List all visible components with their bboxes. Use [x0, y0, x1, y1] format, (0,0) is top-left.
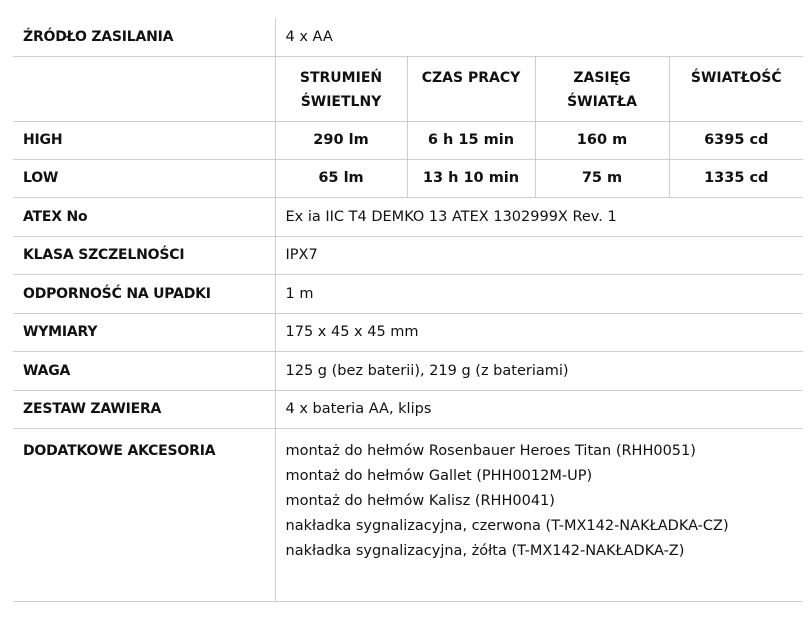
row-label: ZESTAW ZAWIERA: [13, 390, 275, 428]
row-kit-contents: [13, 390, 803, 428]
row-atex: [13, 197, 803, 236]
header-luminous-intensity: ŚWIATŁOŚĆ: [669, 56, 803, 121]
row-ip-rating: [13, 236, 803, 274]
row-dimensions: [13, 313, 803, 351]
row-label: DODATKOWE AKCESORIA: [13, 428, 275, 601]
row-drop-resistance: [13, 274, 803, 313]
row-label: ATEX No: [13, 197, 275, 236]
accessory-item: montaż do hełmów Gallet (PHH0012M-UP): [285, 467, 593, 484]
row-value: 175 x 45 x 45 mm: [275, 313, 803, 351]
row-low: [13, 159, 803, 197]
spec-table-container: [13, 18, 803, 602]
low-runtime: 13 h 10 min: [407, 159, 535, 197]
accessories-list: [275, 428, 803, 601]
accessory-item: montaż do hełmów Rosenbauer Heroes Titan (RHH0051): [285, 442, 696, 459]
header-runtime: CZAS PRACY: [407, 56, 535, 121]
row-value: 4 x AA: [275, 18, 803, 56]
accessory-item: nakładka sygnalizacyjna, czerwona (T-MX142-NAKŁADKA-CZ): [285, 517, 729, 534]
row-column-headers: [13, 56, 803, 121]
row-label: ŹRÓDŁO ZASILANIA: [13, 18, 275, 56]
row-label: LOW: [13, 159, 275, 197]
low-intensity: 1335 cd: [669, 159, 803, 197]
row-value: 4 x bateria AA, klips: [275, 390, 803, 428]
row-high: [13, 121, 803, 159]
row-power-source: [13, 18, 803, 56]
row-value: Ex ia IIC T4 DEMKO 13 ATEX 1302999X Rev. 1: [275, 197, 803, 236]
low-distance: 75 m: [535, 159, 669, 197]
high-intensity: 6395 cd: [669, 121, 803, 159]
accessory-item: nakładka sygnalizacyjna, żółta (T-MX142-NAKŁADKA-Z): [285, 542, 685, 559]
row-label: WAGA: [13, 351, 275, 390]
high-flux: 290 lm: [275, 121, 407, 159]
row-label: WYMIARY: [13, 313, 275, 351]
row-label: ODPORNOŚĆ NA UPADKI: [13, 274, 275, 313]
header-beam-distance: ZASIĘG ŚWIATŁA: [535, 56, 669, 121]
accessory-item: montaż do hełmów Kalisz (RHH0041): [285, 492, 555, 509]
low-flux: 65 lm: [275, 159, 407, 197]
high-runtime: 6 h 15 min: [407, 121, 535, 159]
empty-header-cell: [13, 56, 275, 121]
row-weight: [13, 351, 803, 390]
header-luminous-flux: STRUMIEŃ ŚWIETLNY: [275, 56, 407, 121]
spec-table: [13, 18, 803, 602]
row-value: 1 m: [275, 274, 803, 313]
row-label: KLASA SZCZELNOŚCI: [13, 236, 275, 274]
row-label: HIGH: [13, 121, 275, 159]
row-value: IPX7: [275, 236, 803, 274]
row-accessories: [13, 428, 803, 601]
high-distance: 160 m: [535, 121, 669, 159]
row-value: 125 g (bez baterii), 219 g (z bateriami): [275, 351, 803, 390]
